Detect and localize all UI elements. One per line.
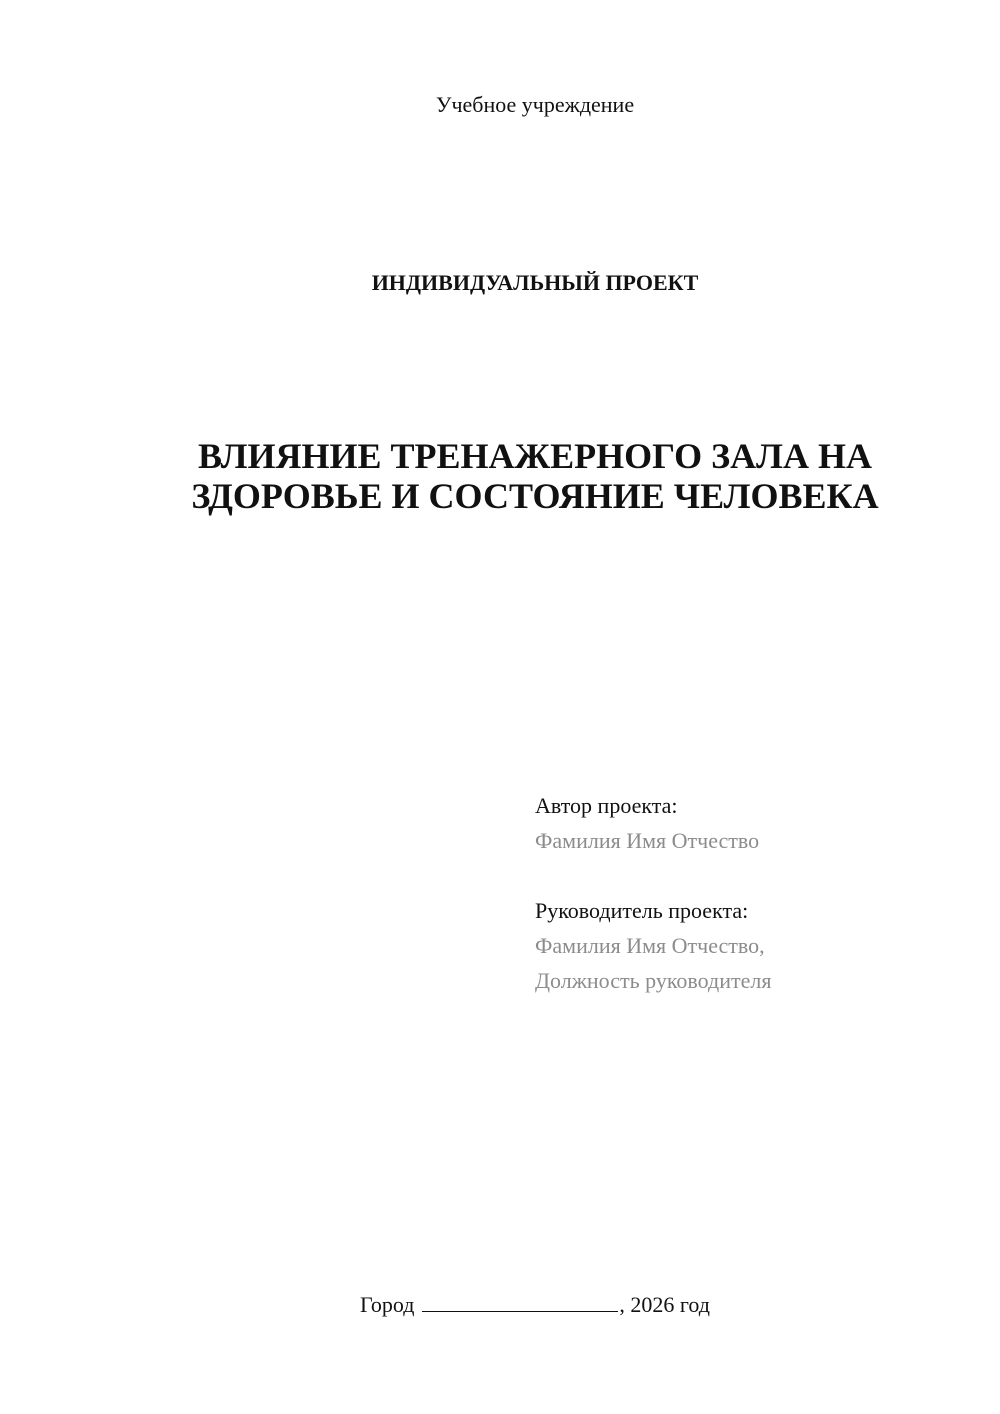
year-text: , 2026 год (619, 1292, 710, 1317)
project-title-line-2: ЗДОРОВЬЕ И СОСТОЯНИЕ ЧЕЛОВЕКА (191, 476, 879, 516)
city-blank-line (422, 1293, 618, 1312)
supervisor-position: Должность руководителя (535, 968, 772, 993)
author-name: Фамилия Имя Отчество (535, 828, 760, 853)
city-label: Город (360, 1292, 415, 1317)
author-label: Автор проекта: (535, 793, 678, 818)
supervisor-block (535, 893, 975, 998)
document-type: ИНДИВИДУАЛЬНЫЙ ПРОЕКТ (371, 270, 699, 295)
institution-name: Учебное учреждение (435, 92, 635, 117)
supervisor-name: Фамилия Имя Отчество, (535, 933, 765, 958)
project-title (0, 436, 1000, 516)
supervisor-label: Руководитель проекта: (535, 898, 749, 923)
project-title-line-1: ВЛИЯНИЕ ТРЕНАЖЕРНОГО ЗАЛА НА (198, 436, 872, 476)
city-year-line (0, 1290, 1000, 1320)
author-block (535, 788, 975, 858)
